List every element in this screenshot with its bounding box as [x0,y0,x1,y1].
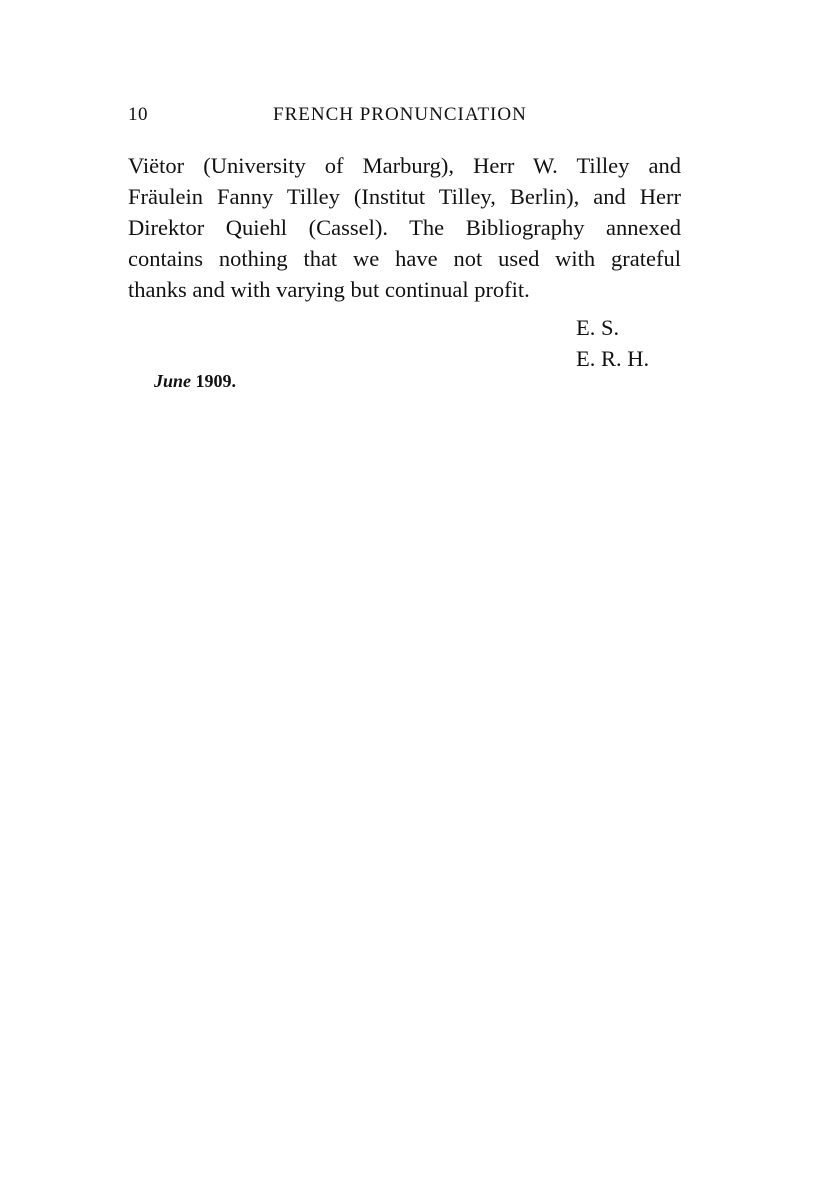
text-line: Fräulein Fanny Tilley (Institut Tilley, Berlin), and Herr [128,184,681,209]
author-initials-es: E. S. [576,315,620,340]
text-line: Direktor Quiehl (Cassel). The Bibliography annexed [128,215,681,240]
date-year: 1909. [195,371,237,391]
preface-date [154,371,236,392]
author-signatures [576,312,649,374]
author-initials-erh: E. R. H. [576,346,650,371]
date-month: June [154,371,192,391]
text-line: contains nothing that we have not used with grateful [128,246,681,271]
running-title: FRENCH PRONUNCIATION [273,104,527,125]
text-line: thanks and with varying but continual profit. [128,277,530,302]
body-paragraph [128,150,681,305]
page-number: 10 [128,104,148,125]
text-line: Viëtor (University of Marburg), Herr W. Tilley and [128,153,681,178]
running-header [128,100,684,130]
